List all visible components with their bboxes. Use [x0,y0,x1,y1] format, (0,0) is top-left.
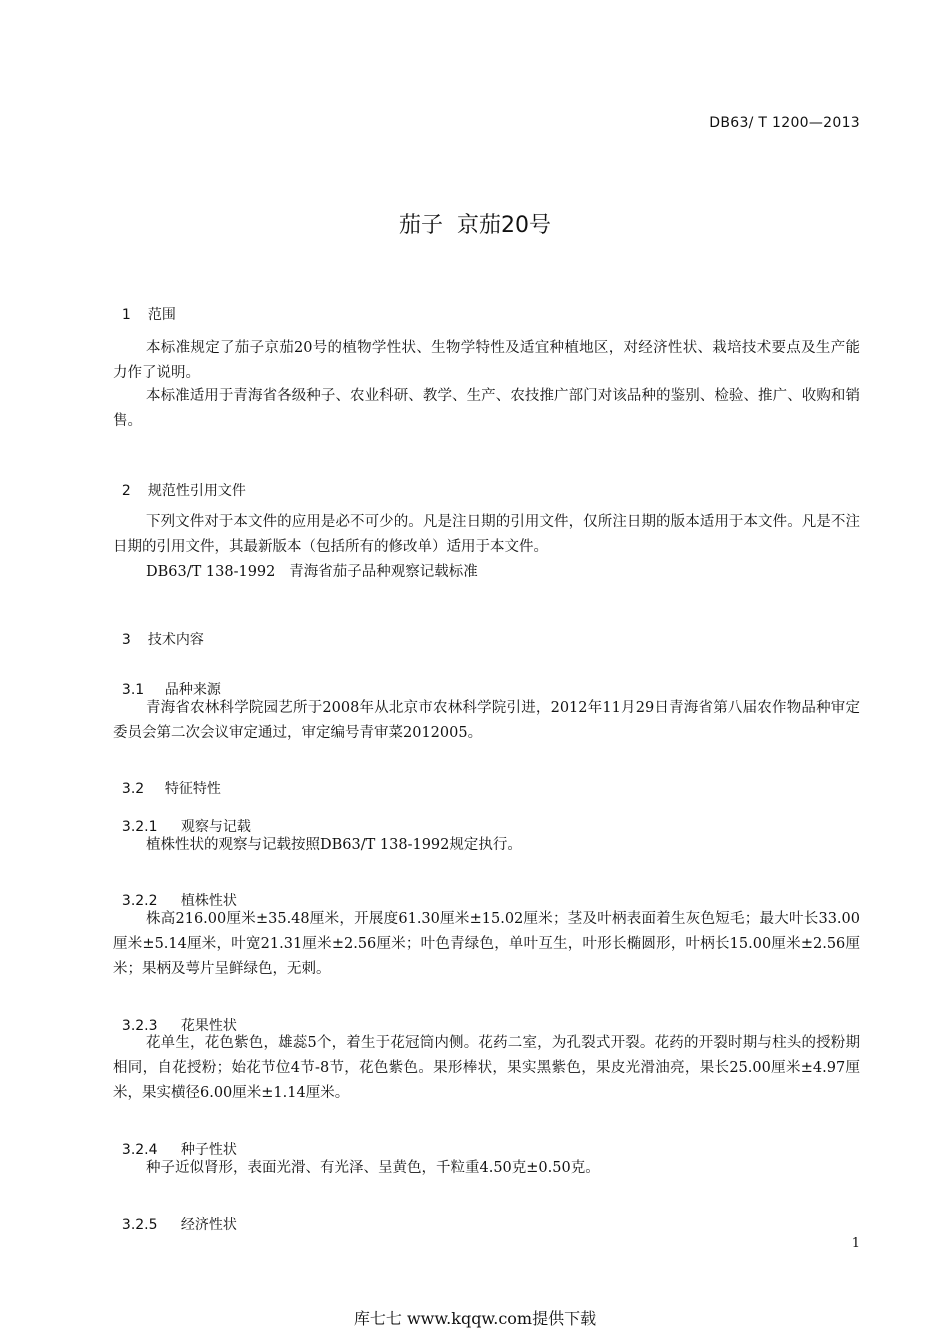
reference-item: DB63/T 138-1992 青海省茄子品种观察记载标准 [146,564,478,580]
section-number: 3.2.5 [121,1217,158,1233]
section-title: 植株性状 [180,893,237,909]
section-number: 3.2.2 [121,893,158,909]
paragraph-scope-2: 本标准适用于青海省各级种子、农业科研、教学、生产、农技推广部门对该品种的鉴别、检验、推广、收购和销售。 [113,388,860,429]
section-3-2-heading [113,762,221,798]
section-3-2-5-heading [113,1198,237,1234]
section-number: 3 [121,632,131,648]
paragraph-references: 下列文件对于本文件的应用是必不可少的。凡是注日期的引用文件，仅所注日期的版本适用于本文件。凡是不注日期的引用文件，其最新版本（包括所有的修改单）适用于本文件。 [113,514,860,555]
section-title: 种子性状 [180,1142,237,1158]
section-number: 3.2.1 [121,819,158,835]
section-3-heading [113,613,204,649]
paragraph-flower-fruit-traits: 花单生，花色紫色，雄蕊5个，着生于花冠筒内侧。花药二室，为孔裂式开裂。花药的开裂时期与柱头的授粉期相同，自花授粉；始花节位4节-8节，花色紫色。果形棒状，果实黑紫色，果皮光滑油亮，果长25.00厘米±4.97厘米，果实横径6.00厘米±1.14厘米。 [113,1035,860,1101]
paragraph-seed-traits: 种子近似肾形，表面光滑、有光泽、呈黄色，千粒重4.50克±0.50克。 [146,1160,600,1176]
section-number: 1 [121,307,131,323]
download-source-footer: 库七七 www.kqqw.com提供下载 [353,1309,597,1328]
section-number: 3.2.4 [121,1142,158,1158]
section-number: 3.2.3 [121,1018,158,1034]
section-3-2-4-heading [113,1123,237,1159]
paragraph-observation: 植株性状的观察与记载按照DB63/T 138-1992规定执行。 [146,837,522,853]
standard-code: DB63/ T 1200—2013 [709,115,860,131]
section-3-2-1-heading [113,800,251,836]
section-3-2-2-heading [113,874,237,910]
paragraph-variety-source: 青海省农林科学院园艺所于2008年从北京市农林科学院引进，2012年11月29日青海省第八届农作物品种审定委员会第二次会议审定通过，审定编号青审菜2012005。 [113,700,860,741]
section-title: 范围 [147,307,176,323]
section-3-1-heading [113,663,221,699]
section-title: 规范性引用文件 [147,483,246,499]
section-title: 观察与记载 [180,819,251,835]
section-title: 经济性状 [180,1217,237,1233]
paragraph-scope-1: 本标准规定了茄子京茄20号的植物学性状、生物学特性及适宜种植地区，对经济性状、栽培技术要点及生产能力作了说明。 [113,340,860,381]
section-2-heading [113,464,246,500]
page-number: 1 [851,1236,860,1251]
paragraph-plant-traits: 株高216.00厘米±35.48厘米，开展度61.30厘米±15.02厘米；茎及叶柄表面着生灰色短毛；最大叶长33.00厘米±5.14厘米，叶宽21.31厘米±2.56厘米；叶色青绿色，单叶互生，叶形长椭圆形，叶柄长15.00厘米±2.56厘米；果柄及萼片呈鲜绿色，无刺。 [113,911,860,977]
section-3-2-3-heading [113,999,237,1035]
section-title: 花果性状 [180,1018,237,1034]
section-title: 品种来源 [164,682,221,698]
section-1-heading [113,288,176,324]
section-number: 3.2 [121,781,145,797]
section-title: 特征特性 [164,781,221,797]
document-title: 茄子 京茄20号 [399,213,551,238]
section-number: 3.1 [121,682,145,698]
section-number: 2 [121,483,131,499]
section-title: 技术内容 [147,632,204,648]
